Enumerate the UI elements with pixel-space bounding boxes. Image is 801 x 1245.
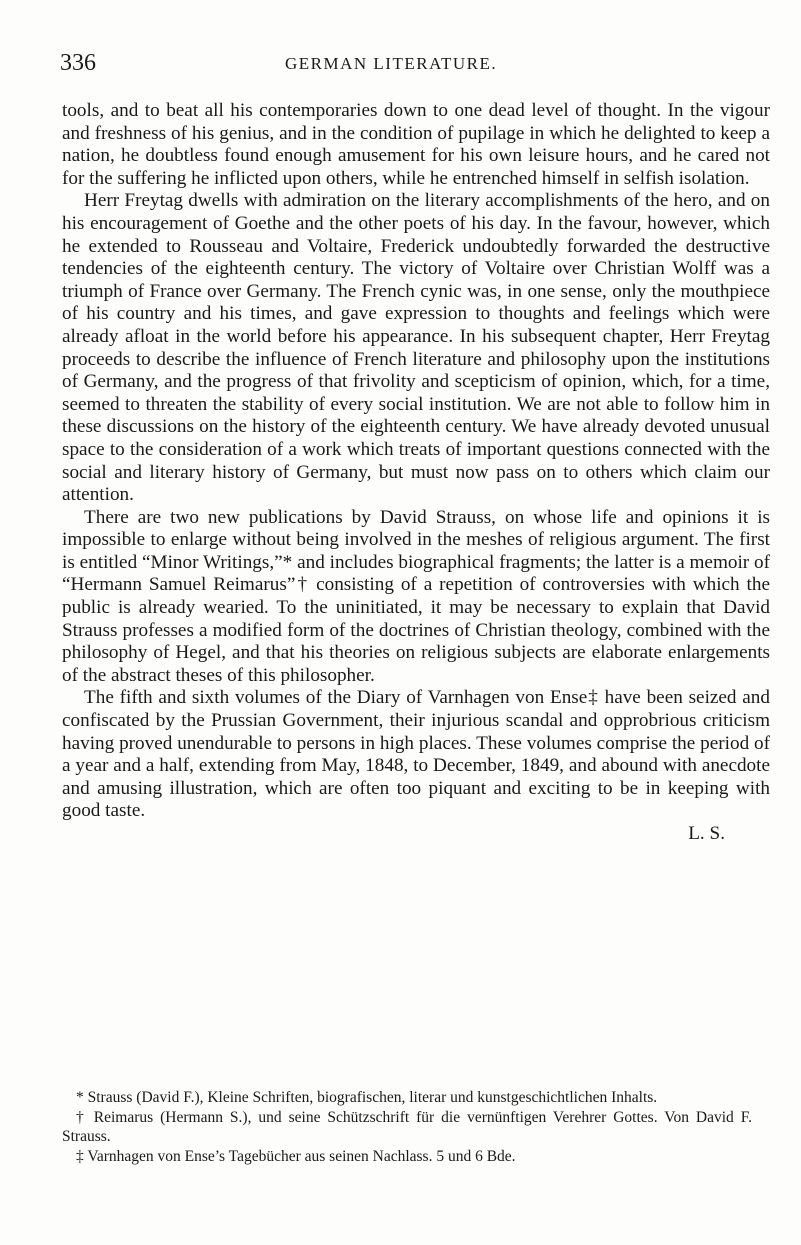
page-number: 336 bbox=[60, 50, 96, 76]
paragraph: The fifth and sixth volumes of the Diary of Varnhagen von Ense‡ have been seized and confiscated by the Prussian Government, their injurious scandal and opprobrious criticism having proved unendurable to persons in high places. These volumes comprise the period of a year and a half, extending from May, 1848, to December, 1849, and abound with anecdote and amusing illustration, which are often too piquant and exciting to be in keeping with good taste. bbox=[62, 687, 770, 822]
paragraph: tools, and to beat all his contemporaries down to one dead level of thought. In the vigour and freshness of his genius, and in the condition of pupilage in which he delighted to keep a nation, he doubtless found enough amusement for his own leisure hours, and he cared not for the suffering he inflicted upon others, while he entrenched himself in selfish isolation. bbox=[62, 100, 770, 189]
footnote: ‡ Varnhagen von Ense’s Tagebücher aus seinen Nachlass. 5 und 6 Bde. bbox=[76, 1147, 516, 1165]
page-header bbox=[60, 50, 750, 80]
paragraph: Herr Freytag dwells with admiration on the literary accomplishments of the hero, and on his encouragement of Goethe and the other poets of his day. In the favour, however, which he extended to Rousseau and Voltaire, Frederick undoubtedly forwarded the destructive tendencies of the eighteenth century. The victory of Voltaire over Christian Wolff was a triumph of France over Germany. The French cynic was, in one sense, only the mouthpiece of his country and his times, and gave expression to thoughts and feelings which were already afloat in the world before his appearance. In his subsequent chapter, Herr Freytag proceeds to describe the influence of French literature and philosophy upon the institutions of Germany, and the progress of that frivolity and scepticism of opinion, which, for a time, seemed to threaten the stability of every social institution. We are not able to follow him in these discussions on the history of the eighteenth century. We have already devoted unusual space to the consideration of a work which treats of important questions connected with the social and literary history of Germany, but must now pass on to others which claim our attention. bbox=[62, 190, 770, 506]
paragraph: There are two new publications by David Strauss, on whose life and opinions it is impossible to enlarge without being involved in the meshes of religious argument. The first is entitled “Minor Writings,”* and includes biographical fragments; the latter is a memoir of “Hermann Samuel Reimarus”† consisting of a repetition of controversies with which the public is already wearied. To the uninitiated, it may be necessary to explain that David Strauss professes a modified form of the doctrines of Christian theology, combined with the philosophy of Hegel, and that his theories on religious subjects are elaborate enlargements of the abstract theses of this philosopher. bbox=[62, 506, 770, 686]
footnote: † Reimarus (Hermann S.), und seine Schützschrift für die vernünftigen Verehrer Gottes. Von David F. Strauss. bbox=[62, 1108, 752, 1145]
footnote: * Strauss (David F.), Kleine Schriften, biografischen, literar und kunstgeschichtlichen Inhalts. bbox=[76, 1089, 658, 1106]
body-text bbox=[62, 100, 770, 846]
running-head: GERMAN LITERATURE. bbox=[285, 54, 498, 73]
author-initials: L. S. bbox=[688, 823, 725, 844]
footnotes bbox=[62, 1088, 752, 1166]
